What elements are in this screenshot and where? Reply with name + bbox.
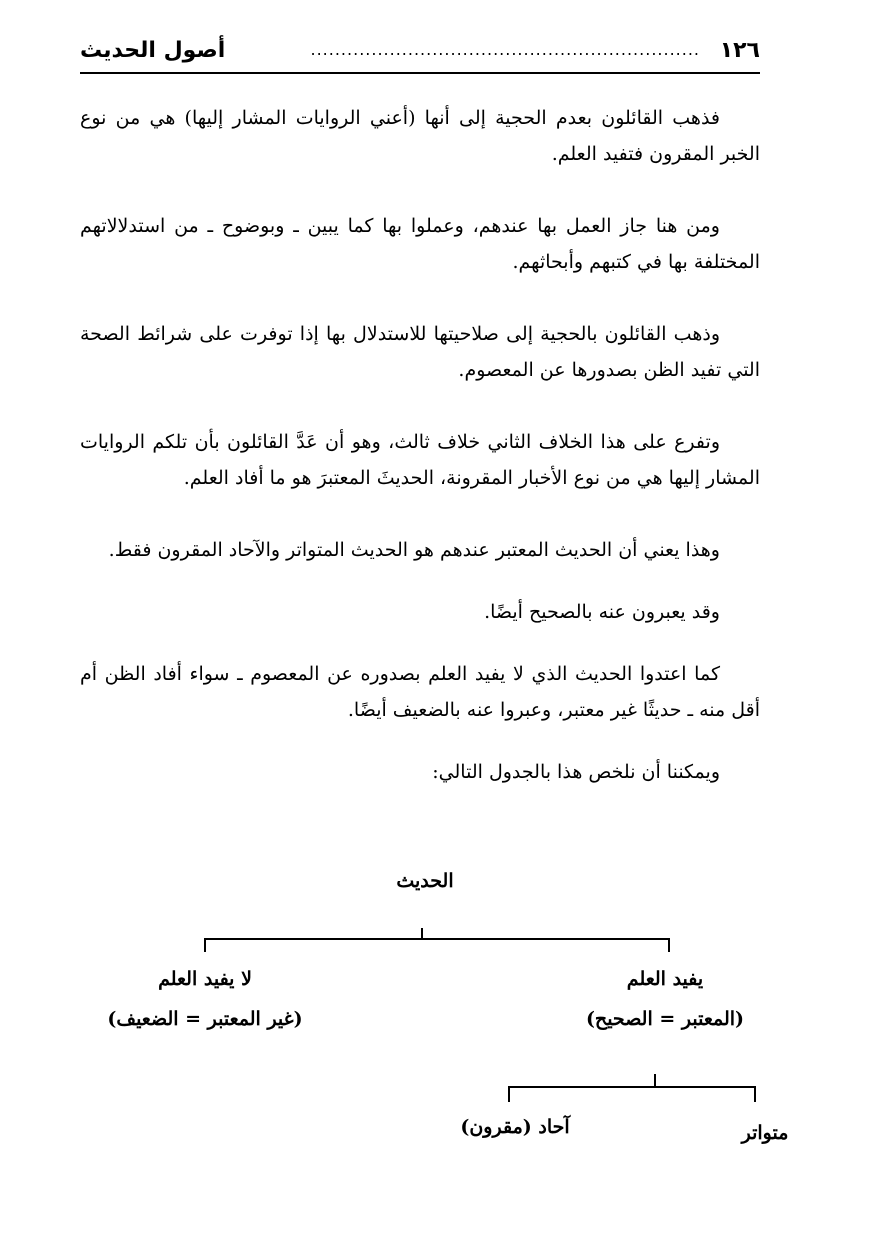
paragraph-2: ومن هنا جاز العمل بها عندهم، وعملوا بها كما يبين ـ وبوضوح ـ من استدلالاتهم المختلفة بها في كتبهم وأبحاثهم. xyxy=(80,215,760,273)
page-number: ١٢٦ xyxy=(719,38,760,63)
tree-node-yields-knowledge: يفيد العلم xyxy=(626,968,704,990)
tree-node-no-knowledge-sub: (غير المعتبر = الضعيف) xyxy=(107,1008,303,1030)
paragraph-5: وهذا يعني أن الحديث المعتبر عندهم هو الحديث المتواتر والآحاد المقرون فقط. xyxy=(108,539,720,561)
tree-node-yields-knowledge-sub: (المعتبر = الصحيح) xyxy=(585,1008,745,1030)
classification-tree-diagram xyxy=(0,860,873,1160)
running-header xyxy=(80,38,760,74)
tree-sub-left-drop xyxy=(508,1086,510,1102)
tree-leaf-mutawatir: متواتر xyxy=(741,1122,789,1144)
tree-left-drop xyxy=(204,938,206,952)
tree-root-label: الحديث xyxy=(396,870,454,892)
tree-sub-bar xyxy=(508,1086,756,1088)
body-text xyxy=(80,100,760,826)
paragraph-4: وتفرع على هذا الخلاف الثاني خلاف ثالث، وهو أن عَدَّ القائلون بأن تلكم الروايات المشار إليها هي من نوع الأخبار المقرونة، الحديثَ المعتبرَ هو ما أفاد العلم. xyxy=(80,431,760,489)
tree-top-bar xyxy=(204,938,670,940)
tree-leaf-ahad: آحاد (مقرون) xyxy=(460,1116,570,1138)
paragraph-3: وذهب القائلون بالحجية إلى صلاحيتها للاستدلال بها إذا توفرت على شرائط الصحة التي تفيد الظن بصدورها عن المعصوم. xyxy=(80,323,760,381)
header-leader-dots: ................................................................ xyxy=(310,40,700,59)
running-title: أصول الحديث xyxy=(80,38,226,63)
tree-right-drop xyxy=(668,938,670,952)
paragraph-6: وقد يعبرون عنه بالصحيح أيضًا. xyxy=(484,601,720,623)
paragraph-7: كما اعتدوا الحديث الذي لا يفيد العلم بصدوره عن المعصوم ـ سواء أفاد الظن أم أقل منه ـ حديثًا غير معتبر، وعبروا عنه بالضعيف أيضًا. xyxy=(80,663,760,721)
paragraph-1: فذهب القائلون بعدم الحجية إلى أنها (أعني الروايات المشار إليها) هي من نوع الخبر المقرون فتفيد العلم. xyxy=(80,107,760,165)
tree-node-no-knowledge: لا يفيد العلم xyxy=(158,968,252,990)
paragraph-8: ويمكننا أن نلخص هذا بالجدول التالي: xyxy=(432,761,720,783)
tree-sub-right-drop xyxy=(754,1086,756,1102)
